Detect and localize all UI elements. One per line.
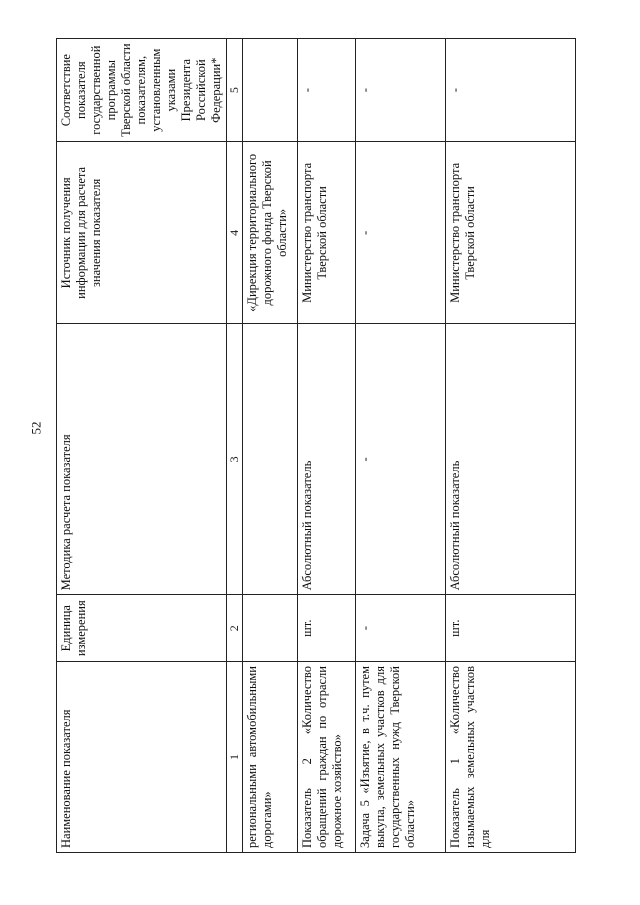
row-source: Министерство транспорта Тверской области xyxy=(446,142,576,324)
row-source: Министерство транспорта Тверской области xyxy=(298,142,356,324)
indicator-table-sheet xyxy=(56,38,576,853)
header-source: Источник получения информации для расчета значения показателя xyxy=(57,142,227,324)
table-header-row xyxy=(57,39,227,853)
header-conformity: Соответствие показателя государственной программы Тверской области показателям, установленным указами Президента Российской Федерации* xyxy=(57,39,227,142)
row-unit: - xyxy=(356,595,446,662)
row-conformity: - xyxy=(298,39,356,142)
column-number: 5 xyxy=(227,39,243,142)
column-number-row xyxy=(227,39,243,853)
table-row xyxy=(356,39,446,853)
row-name: Показатель 2 «Количество обращений граждан по отрасли дорожное хозяйство» xyxy=(298,662,356,853)
row-conformity: - xyxy=(356,39,446,142)
row-name: Показатель 1 «Количество изымаемых земельных участков для xyxy=(446,662,576,853)
row-unit xyxy=(243,595,298,662)
table-row xyxy=(243,39,298,853)
row-method xyxy=(243,324,298,595)
column-number: 1 xyxy=(227,662,243,853)
row-method: Абсолютный показатель xyxy=(298,324,356,595)
page-number: 52 xyxy=(28,421,44,435)
row-name: региональными автомобильными дорогами» xyxy=(243,662,298,853)
column-number: 4 xyxy=(227,142,243,324)
header-unit: Единица измерения xyxy=(57,595,227,662)
row-unit: шт. xyxy=(446,595,576,662)
indicator-table xyxy=(56,38,576,853)
table-row xyxy=(298,39,356,853)
table-row xyxy=(446,39,576,853)
column-number: 3 xyxy=(227,324,243,595)
row-unit: шт. xyxy=(298,595,356,662)
row-conformity xyxy=(243,39,298,142)
row-method: - xyxy=(356,324,446,595)
row-source: «Дирекция территориального дорожного фонда Тверской области» xyxy=(243,142,298,324)
header-method: Методика расчета показателя xyxy=(57,324,227,595)
row-conformity: - xyxy=(446,39,576,142)
header-name: Наименование показателя xyxy=(57,662,227,853)
column-number: 2 xyxy=(227,595,243,662)
row-source: - xyxy=(356,142,446,324)
row-name: Задача 5 «Изъятие, в т.ч. путем выкупа, земельных участков для государственных нужд Тверской области» xyxy=(356,662,446,853)
row-method: Абсолютный показатель xyxy=(446,324,576,595)
